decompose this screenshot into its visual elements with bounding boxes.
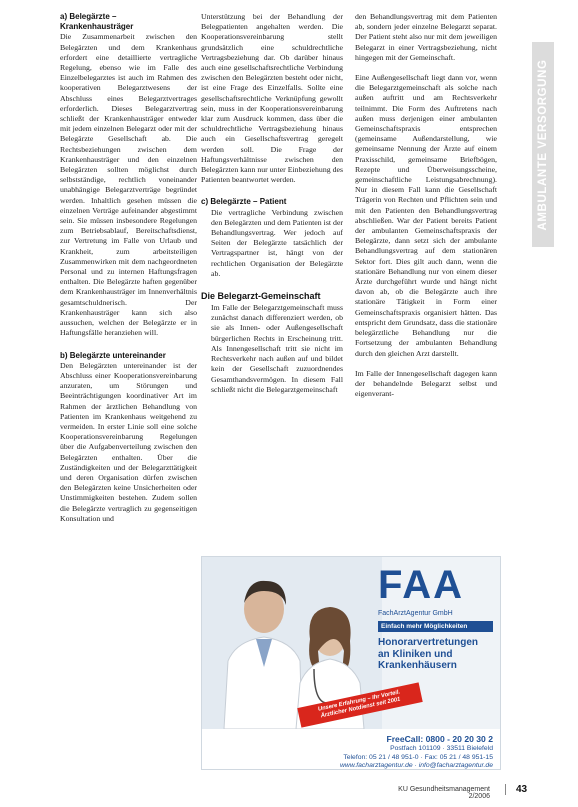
footer-divider bbox=[505, 784, 506, 795]
ad-experience-badge: Unsere Erfahrung – Ihr Vorteil. Ärztlicher Notdienst seit 2001 bbox=[297, 682, 422, 727]
ad-address: Postfach 101109 · 33511 Bielefeld bbox=[390, 745, 493, 752]
ad-web-link[interactable]: www.facharztagentur.de · info@facharztagentur.de bbox=[340, 762, 493, 769]
ad-phone-fax: Telefon: 05 21 / 48 951-0 · Fax: 05 21 / 48 951-15 bbox=[343, 754, 493, 761]
section-heading: Krankenhausträger bbox=[60, 22, 134, 32]
section-heading: b) Belegärzte untereinander bbox=[60, 350, 166, 360]
page-number: 43 bbox=[516, 784, 528, 795]
ad-offer-text: Honorarvertretungen an Kliniken und Krankenhäusern bbox=[378, 637, 479, 671]
text-column-2 bbox=[201, 12, 343, 395]
ad-tagline: Einfach mehr Möglichkeiten bbox=[378, 621, 493, 632]
section-side-label: AMBULANTE VERSORGUNG bbox=[537, 59, 549, 231]
advertisement[interactable] bbox=[201, 556, 501, 770]
paragraph: Unterstützung bei der Behandlung der Belegpatienten angehalten werden. Die Kooperationsvereinbarung stellt grundsätzlich eine schuldrechtliche Vertragsbeziehung dar. Ob darüber hinaus auch eine gesellschaftsrechtliche Verbindung zwischen den Belegärzten besteht oder nicht, ist eine Frage des Einzelfalls. Sollte eine gesellschaftsrechtliche Verknüpfung gewollt sein, muss in der Kooperationsvereinbarung klar zum Ausdruck kommen, dass über die schuldrechtliche Vertragsbeziehung hinaus auch ein Gesellschaftsvertrag geregelt werden soll. Die Frage der Haftungsverhältnisse zwischen den Belegärzten kann nur unter Einbeziehung des Patienten beantwortet werden. bbox=[201, 12, 343, 185]
section-heading: a) Belegärzte – bbox=[60, 12, 117, 21]
faa-logo: FAA bbox=[378, 563, 464, 607]
paragraph: Die vertragliche Verbindung zwischen den Belegärzten und dem Patienten ist der Behandlungsvertrag. Wer jedoch auf Seiten der Belegärzte tatsächlich der Vertragspartner ist, hängt von der rechtlichen Organisation der Belegärzte ab. bbox=[211, 207, 343, 278]
ad-freecall-number[interactable]: FreeCall: 0800 - 20 20 30 2 bbox=[386, 734, 493, 744]
text-column-1 bbox=[60, 12, 197, 524]
ad-company-name: FachArztAgentur GmbH bbox=[378, 610, 453, 617]
section-heading: c) Belegärzte – Patient bbox=[201, 197, 287, 207]
paragraph: Im Falle der Belegarztgemeinschaft muss zunächst danach differenziert werden, ob sie als Innen- oder Außengesellschaft bürgerlichen Rechts in Erscheinung tritt. Als Innengesellschaft tritt sie nicht im Rechtsverkehr nach außen auf und bildet kein der Gesellschaft zuzuordnendes Gesamthandsvermögen. In diesem Fall schließt nicht die Belegarztgemeinschaft bbox=[211, 303, 343, 394]
paragraph: den Behandlungsvertrag mit dem Patienten ab, sondern jeder einzelne Belegarzt separat. Der Patient steht also nur mit dem jeweiligen Belegarzt in einer Vertragsbeziehung, nicht hingegen mit der Gemeinschaft. bbox=[355, 12, 497, 62]
paragraph: Im Falle der Innengesellschaft dagegen kann der behandelnde Belegarzt selbst und eigenverant- bbox=[355, 368, 497, 399]
paragraph: Den Belegärzten untereinander ist der Abschluss einer Kooperationsvereinbarung anzuraten, um Störungen und Beeinträchtigungen koordinativer Art im Rahmen der ärztlichen Behandlung von Patienten im Krankenhaus weitgehend zu vermeiden. In erster Linie soll eine solche Kooperationsvereinbarung Regelungen über die Aufgabenverteilung zwischen den Belegärzten enthalten. Über die Zuständigkeiten und der Belegarzttätigkeit und deren Organisation dürfen zwischen den Belegärzten keine Unsicherheiten oder Unstimmigkeiten bestehen. Zudem sollen die Belegärzte vertraglich zu gegenseitigen Konsultation und bbox=[60, 360, 197, 523]
publication-source: KU Gesundheitsmanagement 2/2006 bbox=[398, 786, 490, 800]
paragraph: Die Zusammenarbeit zwischen den Belegärzten und dem Krankenhaus erfordert eine detaillierte vertragliche Regelung, ebenso wie im Falle des Einzelbelegarztes ist auch im Rahmen des kooperativen Belegarztwesens der Abschluss eines Belegarztvertrages erforderlich. Dieses Belegarztvertrag schließt der Krankenhausträger entweder mit jedem einzelnen Belegarzt oder mit der Belegärzte Gesellschaft ab. Die Rechtsbeziehungen zwischen dem Krankenhausträger und den einzelnen Belegärzten sollten möglichst durch selbstständige, rechtlich voneinander unabhängige Belegarztverträge begründet werden. Inhaltlich gesehen müssen die einzelnen Verträge aufeinander abgestimmt sein. Sie müssen insbesondere Regelungen zum Betriebsablauf, Bereitschaftsdienst, zur Vertretung im Falle von Urlaub und Krankheit, zum arbeitsteiligen Zusammenwirken mit dem nachgeordneten Personal und zu internen Haftungsfragen enthalten. Die Belegärzte haften gegenüber dem Krankenhausträger im Innenverhältnis gesamtschuldnerisch. Der Krankenhausträger kann sich also aussuchen, welchen der Belegärzte er in Haftungsfälle heranziehen will. bbox=[60, 32, 197, 338]
text-column-3 bbox=[355, 12, 497, 399]
paragraph: Eine Außengesellschaft liegt dann vor, wenn die Belegarztgemeinschaft als solche nach außen auftritt und am Rechtsverkehr teilnimmt. Die Form des Auftretens nach außen muss derjenigen einer ambulanten Gemeinschaftspraxis entsprechen (gemeinsame Außendarstellung, wie gemeinsame Nennung der Ärzte auf einem Praxisschild, gemeinsame Briefbögen, Rezepte und Überweisungsscheine, gemeinschaftliche Leistungsabrechnung). Nur in diesem Fall kann die Gesellschaft Trägerin von Rechten und Pflichten sein und mit den Patienten den Behandlungsvertrag abschließen. War der Patient bereits Patient der ambulanten Gemeinschaftspraxis der Belegärzte, dann setzt sich der ambulante Behandlungsvertrag auf dem stationären Sektor fort. Dies gilt auch dann, wenn die stationäre Behandlung nur von einem dieser Ärzte durchgeführt wurde und hängt nicht davon ab, ob die Belegärzte auch ihre stationäre Tätigkeit in Form einer Gemeinschaftspraxis organisiert hätten. Das entspricht dem Grundsatz, dass die stationäre belegärztliche Behandlung nur die Fortsetzung der ambulanten Behandlung durch den gleichen Arzt darstellt. bbox=[355, 73, 497, 358]
section-heading: Die Belegarzt-Gemeinschaft bbox=[201, 291, 321, 302]
